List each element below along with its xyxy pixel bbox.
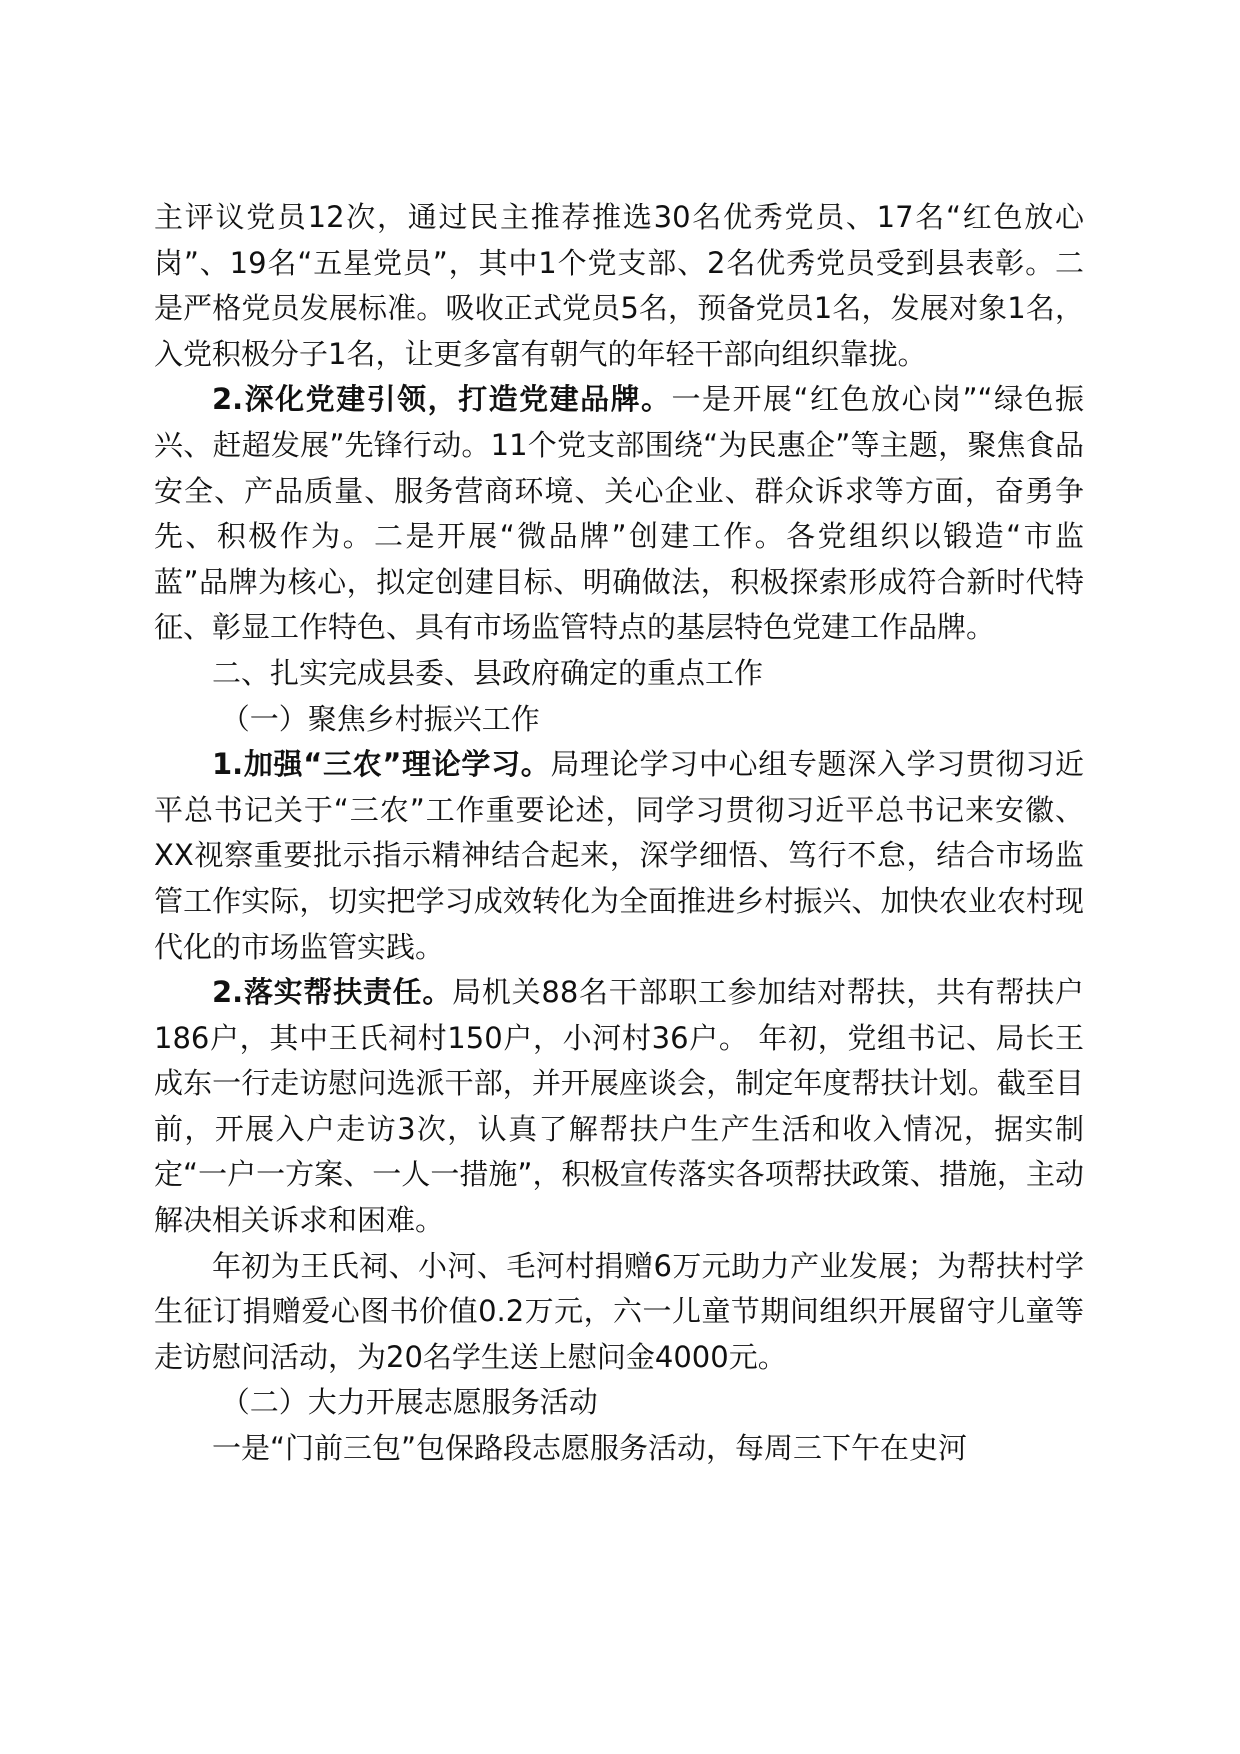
paragraph-body: 局机关88名干部职工参加结对帮扶，共有帮扶户186户，其中王氏祠村150户，小河村36户。 年初，党组书记、局长王成东一行走访慰问选派干部，并开展座谈会，制定年度帮扶计划。截至目前，开展入户走访3次，认真了解帮扶户生产生活和收入情况，据实制定“一户一方案、一人一措施”，积极宣传落实各项帮扶政策、措施，主动解决相关诉求和困难。 [154, 975, 1084, 1238]
paragraph-lead-title: 2.落实帮扶责任。 [212, 975, 453, 1010]
paragraph-volunteer-activities: 一是“门前三包”包保路段志愿服务活动，每周三下午在史河 [212, 1431, 968, 1466]
paragraph-assistance-responsibility [154, 970, 1084, 1244]
subsection-heading-rural-revitalization: （一）聚焦乡村振兴工作 [220, 701, 540, 736]
paragraph-sannong-study [154, 742, 1084, 970]
paragraph-party-member-evaluation: 主评议党员12次，通过民主推荐推选30名优秀党员、17名“红色放心岗”、19名“五星党员”，其中1个党支部、2名优秀党员受到县表彰。二是严格党员发展标准。吸收正式党员5名，预备党员1名，发展对象1名，入党积极分子1名，让更多富有朝气的年轻干部向组织靠拢。 [154, 200, 1084, 371]
paragraph-lead-title: 2.深化党建引领，打造党建品牌。 [212, 382, 672, 417]
paragraph-donations: 年初为王氏祠、小河、毛河村捐赠6万元助力产业发展；为帮扶村学生征订捐赠爱心图书价值0.2万元，六一儿童节期间组织开展留守儿童等走访慰问活动，为20名学生送上慰问金4000元。 [154, 1248, 1084, 1374]
paragraph-lead-title: 1.加强“三农”理论学习。 [212, 747, 551, 782]
section-heading-key-work: 二、扎实完成县委、县政府确定的重点工作 [212, 655, 764, 690]
paragraph-body: 一是开展“红色放心岗”“绿色振兴、赶超发展”先锋行动。11个党支部围绕“为民惠企”等主题，聚焦食品安全、产品质量、服务营商环境、关心企业、群众诉求等方面，奋勇争先、积极作为。二是开展“微品牌”创建工作。各党组织以锻造“市监蓝”品牌为核心，拟定创建目标、明确做法，积极探索形成符合新时代特征、彰显工作特色、具有市场监管特点的基层特色党建工作品牌。 [154, 382, 1084, 645]
subsection-heading-volunteer-service: （二）大力开展志愿服务活动 [220, 1385, 598, 1420]
paragraph-body: 局理论学习中心组专题深入学习贯彻习近平总书记关于“三农”工作重要论述，同学习贯彻习近平总书记来安徽、XX视察重要批示指示精神结合起来，深学细悟、笃行不怠，结合市场监管工作实际，切实把学习成效转化为全面推进乡村振兴、加快农业农村现代化的市场监管实践。 [154, 747, 1084, 964]
paragraph-party-brand [154, 377, 1084, 651]
document-page [154, 195, 1084, 1472]
